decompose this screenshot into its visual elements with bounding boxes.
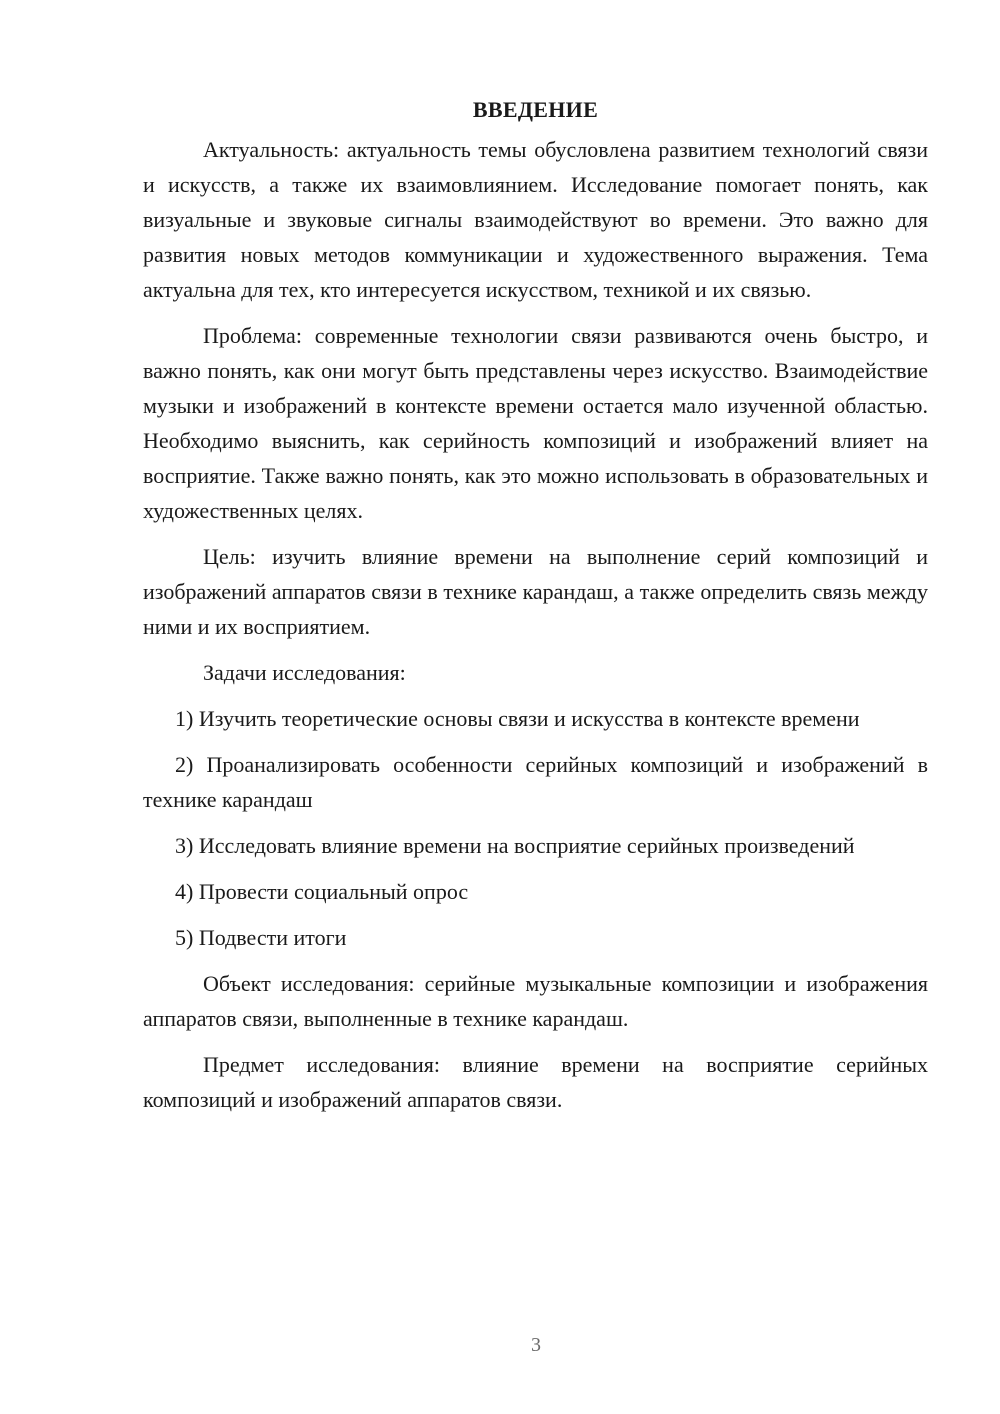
goal-paragraph: Цель: изучить влияние времени на выполнение серий композиций и изображений аппаратов связи в технике карандаш, а также определить связь между ними и их восприятием.	[143, 544, 928, 639]
task-item: 2) Проанализировать особенности серийных композиций и изображений в технике карандаш	[143, 752, 928, 812]
task-item: 3) Исследовать влияние времени на восприятие серийных произведений	[175, 833, 855, 858]
task-item: 5) Подвести итоги	[175, 925, 347, 950]
object-paragraph: Объект исследования: серийные музыкальные композиции и изображения аппаратов связи, выполненные в технике карандаш.	[143, 971, 928, 1031]
page-number: 3	[531, 1334, 541, 1356]
task-item: 4) Провести социальный опрос	[175, 879, 469, 904]
tasks-heading: Задачи исследования:	[203, 660, 406, 685]
document-page	[143, 92, 928, 1128]
section-title: ВВЕДЕНИЕ	[472, 97, 599, 122]
problem-paragraph: Проблема: современные технологии связи развиваются очень быстро, и важно понять, как они могут быть представлены через искусство. Взаимодействие музыки и изображений в контексте времени остается мало изученной областью. Необходимо выяснить, как серийность композиций и изображений влияет на восприятие. Также важно понять, как это можно использовать в образовательных и художественных целях.	[143, 323, 928, 523]
relevance-paragraph: Актуальность: актуальность темы обусловлена развитием технологий связи и искусств, а также их взаимовлиянием. Исследование помогает понять, как визуальные и звуковые сигналы взаимодействуют во времени. Это важно для развития новых методов коммуникации и художественного выражения. Тема актуальна для тех, кто интересуется искусством, техникой и их связью.	[143, 137, 928, 302]
tasks-list	[143, 701, 928, 955]
subject-paragraph: Предмет исследования: влияние времени на восприятие серийных композиций и изображений аппаратов связи.	[143, 1052, 928, 1112]
task-item: 1) Изучить теоретические основы связи и искусства в контексте времени	[175, 706, 860, 731]
